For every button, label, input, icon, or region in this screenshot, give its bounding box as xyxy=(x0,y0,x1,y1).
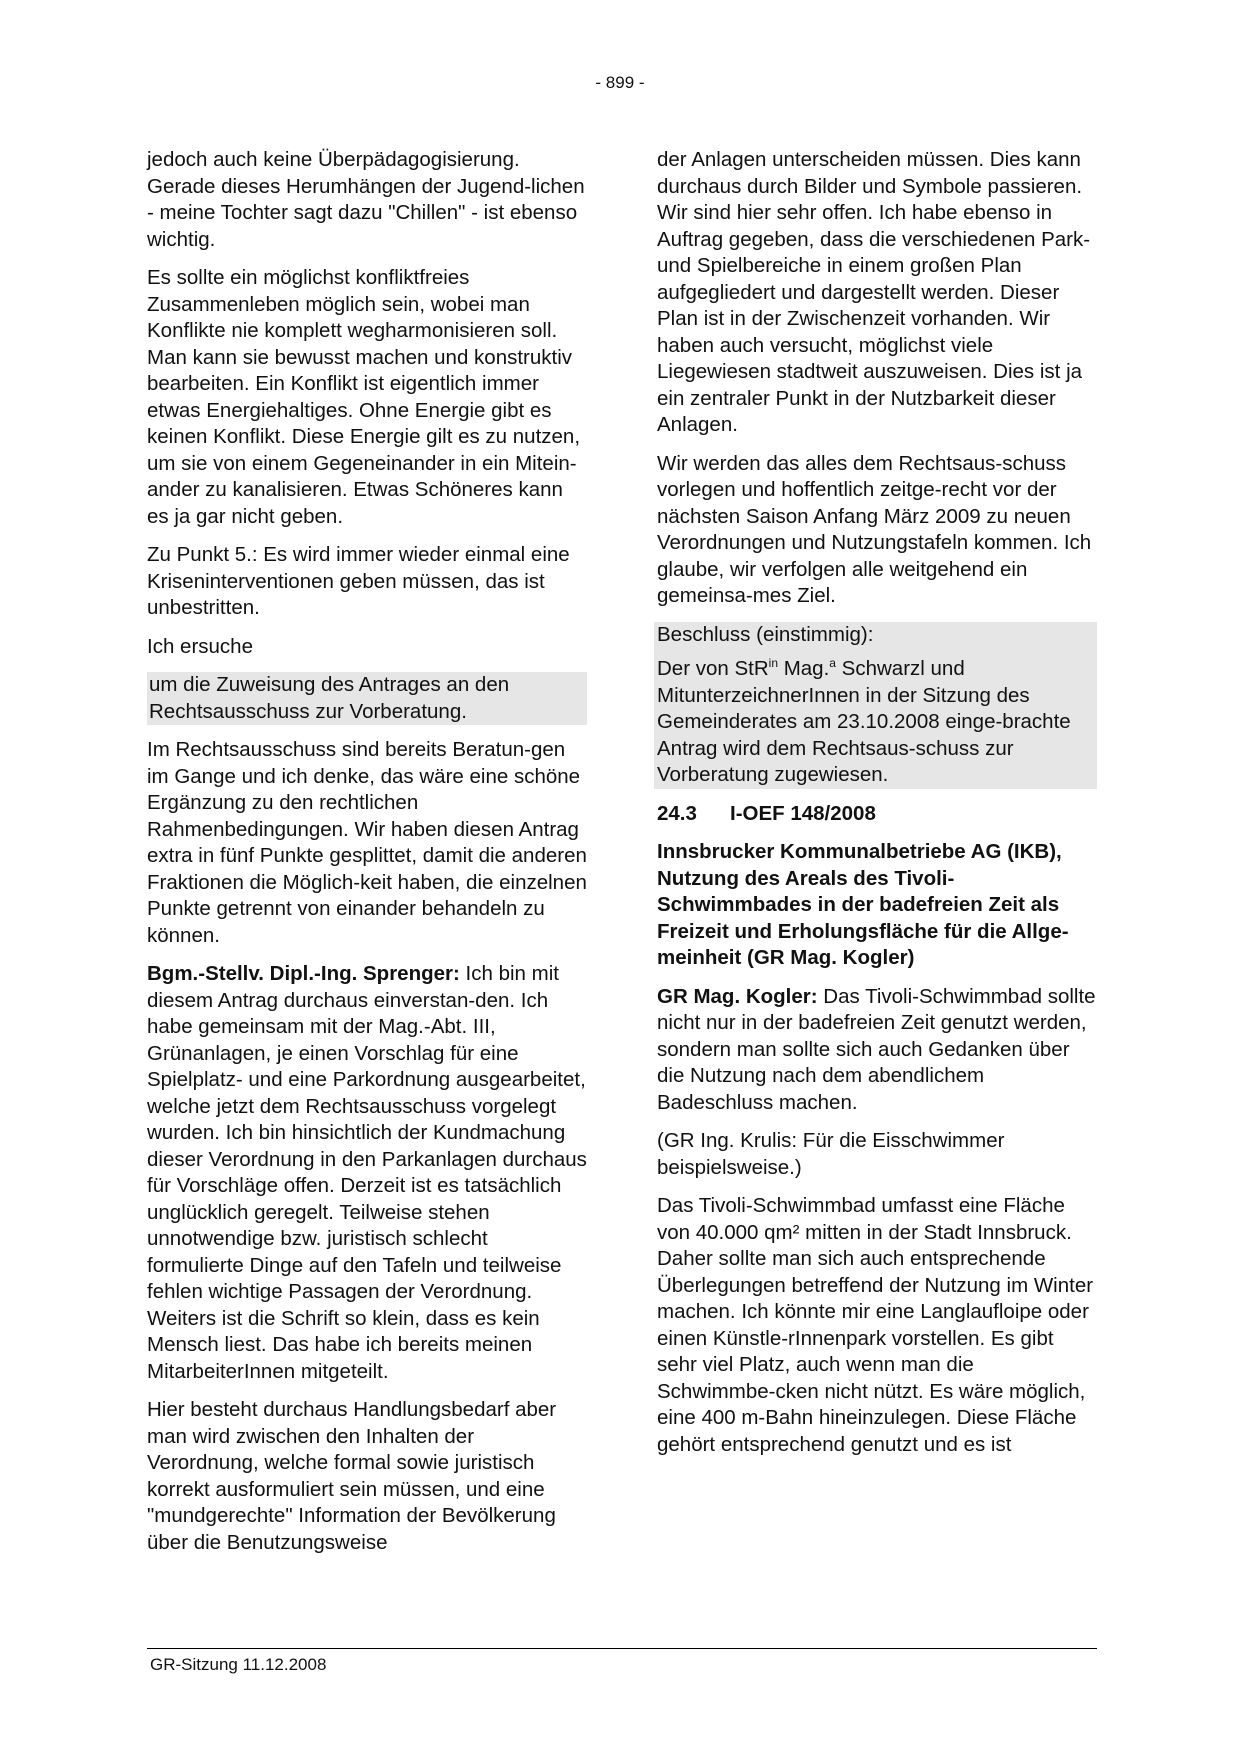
section-heading xyxy=(657,801,1097,828)
section-code: I-OEF 148/2008 xyxy=(730,801,876,825)
paragraph: Hier besteht durchaus Handlungsbedarf aber man wird zwischen den Inhalten der Verordnung, welche formal sowie juristisch korrekt ausformuliert sein müssen, und eine "mundgerechte" Information der Bevölkerung über die Benutzungsweise xyxy=(147,1398,557,1554)
paragraph: jedoch auch keine Überpädagogisierung. Gerade dieses Herumhängen der Jugend-lichen - meine Tochter sagt dazu "Chillen" - ist ebenso wichtig. xyxy=(147,148,585,251)
section-number: 24.3 xyxy=(657,801,697,825)
speech-text: Das Tivoli-Schwimmbad sollte nicht nur in der badefreien Zeit genutzt werden, sondern man sollte sich auch Gedanken über die Nutzung nach dem abendlichem Badeschluss machen. xyxy=(657,984,1096,1114)
footer-text: GR-Sitzung 11.12.2008 xyxy=(150,1655,327,1674)
page-number: - 899 - xyxy=(595,73,645,92)
speech-paragraph xyxy=(657,984,1097,1117)
left-column xyxy=(147,147,587,1568)
paragraph: Das Tivoli-Schwimmbad umfasst eine Fläche von 40.000 qm² mitten in der Stadt Innsbruck. Daher sollte man sich auch entsprechende Überlegungen betreffend der Nutzung im Winter machen. Ich könnte mir eine Langlaufloipe oder einen Künstle-rInnenpark vorstellen. Es gibt sehr viel Platz, auch wenn man die Schwimmbe-cken nicht nützt. Es wäre möglich, eine 400 m-Bahn hineinzulegen. Diese Fläche gehört entsprechend genutzt und es ist xyxy=(657,1194,1094,1456)
paragraph: Im Rechtsausschuss sind bereits Beratun-gen im Gange und ich denke, das wäre eine schöne Ergänzung zu den rechtlichen Rahmenbedingungen. Wir haben diesen Antrag extra in fünf Punkte gesplittet, damit die anderen Fraktionen die Möglich-keit haben, die einzelnen Punkte getrennt von einander behandeln zu können. xyxy=(147,738,587,947)
paragraph: der Anlagen unterscheiden müssen. Dies kann durchaus durch Bilder und Symbole passieren. Wir sind hier sehr offen. Ich habe ebenso in Auftrag gegeben, dass die verschiedenen Park- und Spielbereiche in einem großen Plan aufgegliedert und dargestellt werden. Dieser Plan ist in der Zwischenzeit vorhanden. Wir haben auch versucht, möglichst viele Liegewiesen stadtweit auszuweisen. Dies ist ja ein zentraler Punkt in der Nutzbarkeit dieser Anlagen. xyxy=(657,148,1091,436)
decision-text: Der von StR$^{in}$ Mag.$^a$ Schwarzl und MitunterzeichnerInnen in der Sitzung des Gemeinderates am 23.10.2008 einge-brachte Antrag wird dem Rechtsaus-schuss zur Vorberatung zugewiesen. xyxy=(657,656,1071,786)
motion-highlight: um die Zuweisung des Antrages an den Rechtsausschuss zur Vorberatung. xyxy=(147,672,587,725)
footer-divider xyxy=(147,1648,1097,1649)
paragraph: Ich ersuche xyxy=(147,634,253,658)
decision-block xyxy=(654,622,1097,789)
speech-text: Ich bin mit diesem Antrag durchaus einverstan-den. Ich habe gemeinsam mit der Mag.-Abt. III, Grünanlagen, je einen Vorschlag für eine Spielplatz- und eine Parkordnung ausgearbeitet, welche jetzt dem Rechtsausschuss vorgelegt wurden. Ich bin hinsichtlich der Kundmachung dieser Verordnung in den Parkanlagen durchaus für Vorschläge offen. Derzeit ist es tatsächlich unglücklich geregelt. Teilweise stehen unnotwendige bzw. juristisch schlecht formulierte Dinge auf den Tafeln und teilweise fehlen wichtige Passagen der Verordnung. Weiters ist die Schrift so klein, dass es kein Mensch liest. Das habe ich bereits meinen MitarbeiterInnen mitgeteilt. xyxy=(147,962,587,1383)
speaker-name: Bgm.-Stellv. Dipl.-Ing. Sprenger: xyxy=(147,962,460,985)
paragraph: Zu Punkt 5.: Es wird immer wieder einmal eine Kriseninterventionen geben müssen, das ist unbestritten. xyxy=(147,543,570,619)
decision-label: Beschluss (einstimmig): xyxy=(657,622,874,646)
paragraph: Es sollte ein möglichst konfliktfreies Zusammenleben möglich sein, wobei man Konflikte nie komplett wegharmonisieren soll. Man kann sie bewusst machen und konstruktiv bearbeiten. Ein Konflikt ist eigentlich immer etwas Energiehaltiges. Ohne Energie gibt es keinen Konflikt. Diese Energie gilt es zu nutzen, um sie von einem Gegeneinander in ein Mitein-ander zu kanalisieren. Etwas Schöneres kann es ja gar nicht geben. xyxy=(147,266,581,528)
paragraph: Wir werden das alles dem Rechtsaus-schuss vorlegen und hoffentlich zeitge-recht vor der nächsten Saison Anfang März 2009 zu neuen Verordnungen und Nutzungstafeln kommen. Ich glaube, wir verfolgen alle weitgehend ein gemeinsa-mes Ziel. xyxy=(657,451,1092,607)
speech-paragraph xyxy=(147,961,587,1385)
section-title: Innsbrucker Kommunalbetriebe AG (IKB), Nutzung des Areals des Tivoli-Schwimmbades in der badefreien Zeit als Freizeit und Erholungsfläche für die Allge-meinheit (GR Mag. Kogler) xyxy=(657,840,1069,969)
paragraph: (GR Ing. Krulis: Für die Eisschwimmer beispielsweise.) xyxy=(657,1129,1005,1179)
right-column xyxy=(657,147,1097,1470)
speaker-name: GR Mag. Kogler: xyxy=(657,984,818,1008)
